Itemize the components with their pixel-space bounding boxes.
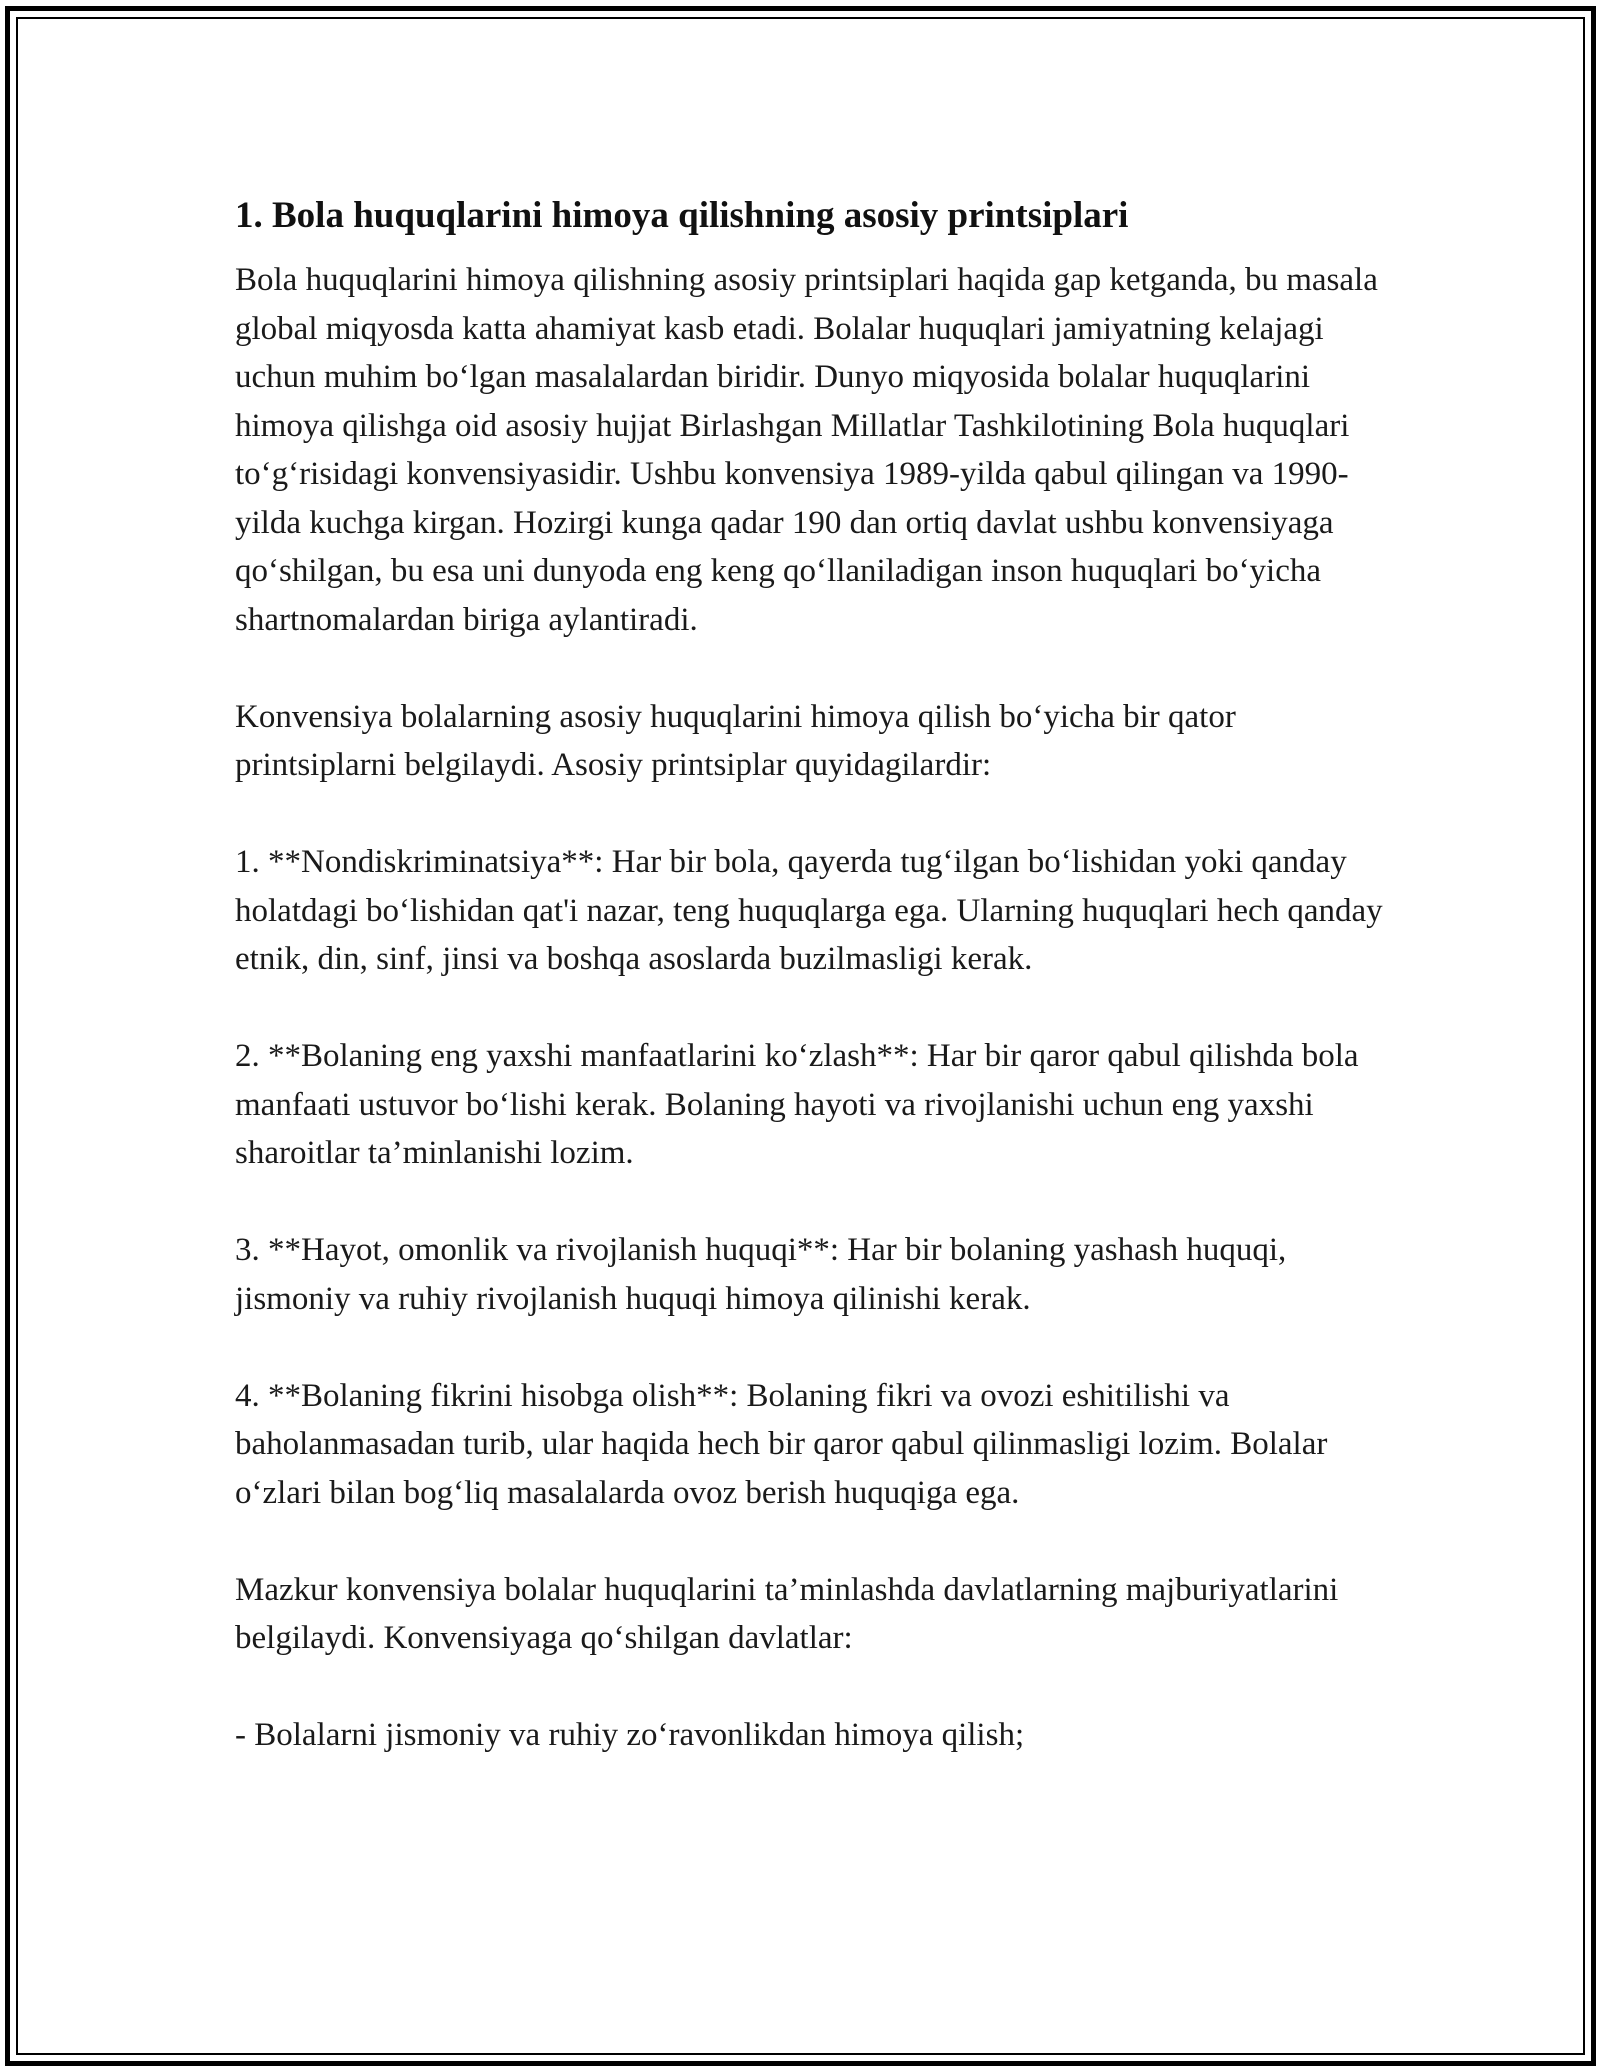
section-heading: 1. Bola huquqlarini himoya qilishning asosiy printsiplari <box>235 195 1129 236</box>
document-body <box>235 188 1395 1760</box>
principle-item-2: 2. **Bolaning eng yaxshi manfaatlarini ko‘zlash**: Har bir qaror qabul qilishda bola manfaati ustuvor bo‘lishi kerak. Bolaning hayoti va rivojlanishi uchun eng yaxshi sharoitlar ta’minlanishi lozim. <box>235 1038 1359 1171</box>
paragraph-state-obligations: Mazkur konvensiya bolalar huquqlarini ta’minlashda davlatlarning majburiyatlarini belgilaydi. Konvensiyaga qo‘shilgan davlatlar: <box>235 1571 1339 1656</box>
obligation-list-item: - Bolalarni jismoniy va ruhiy zo‘ravonlikdan himoya qilish; <box>235 1717 1025 1753</box>
principle-item-1: 1. **Nondiskriminatsiya**: Har bir bola, qayerda tug‘ilgan bo‘lishidan yoki qanday holatdagi bo‘lishidan qat'i nazar, teng huquqlarga ega. Ularning huquqlari hech qanday etnik, din, sinf, jinsi va boshqa asoslarda buzilmasligi kerak. <box>235 844 1383 977</box>
paragraph-principles-intro: Konvensiya bolalarning asosiy huquqlarini himoya qilish bo‘yicha bir qator printsiplarni belgilaydi. Asosiy printsiplar quyidagilardir: <box>235 698 1236 783</box>
principle-item-4: 4. **Bolaning fikrini hisobga olish**: Bolaning fikri va ovozi eshitilishi va baholanmasadan turib, ular haqida hech bir qaror qabul qilinmasligi lozim. Bolalar o‘zlari bilan bog‘liq masalalarda ovoz berish huquqiga ega. <box>235 1377 1328 1511</box>
principle-item-3: 3. **Hayot, omonlik va rivojlanish huquqi**: Har bir bolaning yashash huquqi, jismoniy va ruhiy rivojlanish huquqi himoya qilinishi kerak. <box>235 1232 1287 1317</box>
paragraph-intro: Bola huquqlarini himoya qilishning asosiy printsiplari haqida gap ketganda, bu masala global miqyosda katta ahamiyat kasb etadi. Bolalar huquqlari jamiyatning kelajagi uchun muhim bo‘lgan masalalardan biridir. Dunyo miqyosida bolalar huquqlarini himoya qilishga oid asosiy hujjat Birlashgan Millatlar Tashkilotining Bola huquqlari to‘g‘risidagi konvensiyasidir. Ushbu konvensiya 1989-yilda qabul qilingan va 1990-yilda kuchga kirgan. Hozirgi kunga qadar 190 dan ortiq davlat ushbu konvensiyaga qo‘shilgan, bu esa uni dunyoda eng keng qo‘llaniladigan inson huquqlari bo‘yicha shartnomalardan biriga aylantiradi. <box>235 262 1378 638</box>
